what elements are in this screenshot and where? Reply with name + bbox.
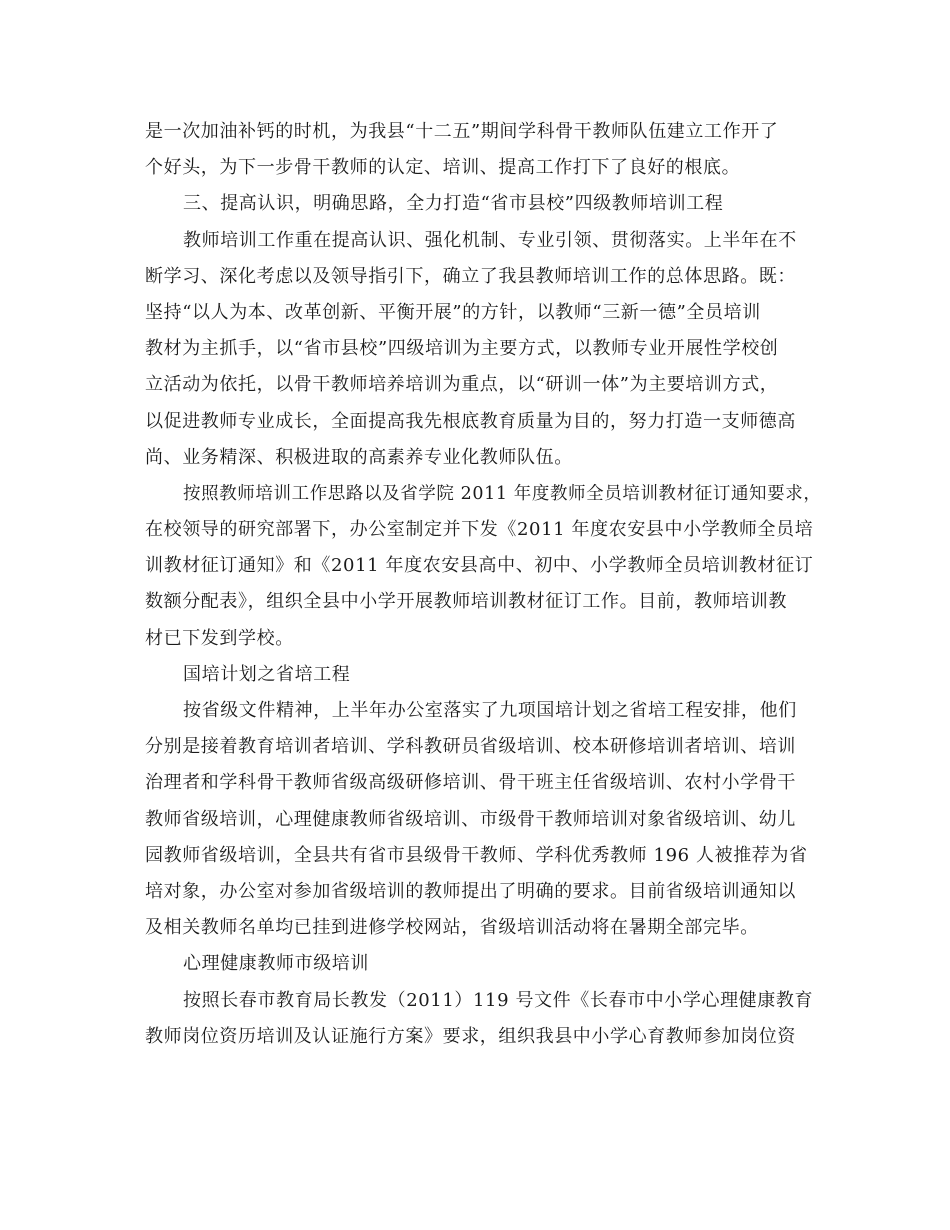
text-line: 坚持“以人为本、改革创新、平衡开展”的方针，以教师“三新一德”全员培训	[145, 301, 761, 323]
text-line: 教师岗位资历培训及认证施行方案》要求，组织我县中小学心育教师参加岗位资	[145, 1025, 796, 1047]
text-line: 是一次加油补钙的时机，为我县“十二五”期间学科骨干教师队伍建立工作开了	[145, 121, 779, 142]
text-line: 治理者和学科骨干教师省级高级研修培训、骨干班主任省级培训、农村小学骨干	[145, 772, 796, 794]
text-line: 教材为主抓手，以“省市县校”四级培训为主要方式，以教师专业开展性学校创	[145, 338, 779, 360]
text-line: 尚、业务精深、积极进取的高素养专业化教师队伍。	[145, 446, 573, 468]
text-line: 培对象，办公室对参加省级培训的教师提出了明确的要求。目前省级培训通知以	[145, 880, 796, 902]
section-heading: 三、提高认识，明确思路，全力打造“省市县校”四级教师培训工程	[183, 193, 724, 215]
section-heading: 国培计划之省培工程	[183, 663, 351, 685]
text-line: 按省级文件精神，上半年办公室落实了九项国培计划之省培工程安排，他们	[183, 700, 797, 721]
text-line: 训教材征订通知》和《2011 年度农安县高中、初中、小学教师全员培训教材征订	[145, 555, 814, 577]
text-line: 以促进教师专业成长，全面提高我先根底教育质量为目的，努力打造一支师德高	[145, 410, 796, 432]
section-heading: 心理健康教师市级培训	[183, 953, 369, 975]
text-line: 数额分配表》，组织全县中小学开展教师培训教材征订工作。目前，教师培训教	[145, 591, 787, 613]
text-line: 立活动为依托，以骨干教师培养培训为重点，以“研训一体”为主要培训方式，	[145, 374, 779, 396]
text-line: 及相关教师名单均已挂到进修学校网站，省级培训活动将在暑期全部完毕。	[145, 917, 759, 939]
text-line: 断学习、深化考虑以及领导指引下，确立了我县教师培训工作的总体思路。既：	[145, 265, 796, 287]
text-line: 材已下发到学校。	[145, 627, 294, 649]
text-line: 按照长春市教育局长教发（2011）119 号文件《长春市中小学心理健康教育	[183, 989, 814, 1011]
text-line: 在校领导的研究部署下，办公室制定并下发《2011 年度农安县中小学教师全员培	[145, 519, 814, 541]
text-line: 按照教师培训工作思路以及省学院 2011 年度教师全员培训教材征订通知要求，	[183, 483, 822, 504]
text-line: 分别是接着教育培训者培训、学科教研员省级培训、校本研修培训者培训、培训	[145, 736, 796, 758]
text-line: 教师省级培训，心理健康教师省级培训、市级骨干教师培训对象省级培训、幼儿	[145, 808, 796, 830]
text-line: 个好头，为下一步骨干教师的认定、培训、提高工作打下了良好的根底。	[145, 157, 741, 179]
text-line: 园教师省级培训，全县共有省市县级骨干教师、学科优秀教师 196 人被推荐为省	[145, 844, 808, 866]
document-body	[145, 114, 825, 1055]
text-line: 教师培训工作重在提高认识、强化机制、专业引领、贯彻落实。上半年在不	[183, 229, 797, 251]
